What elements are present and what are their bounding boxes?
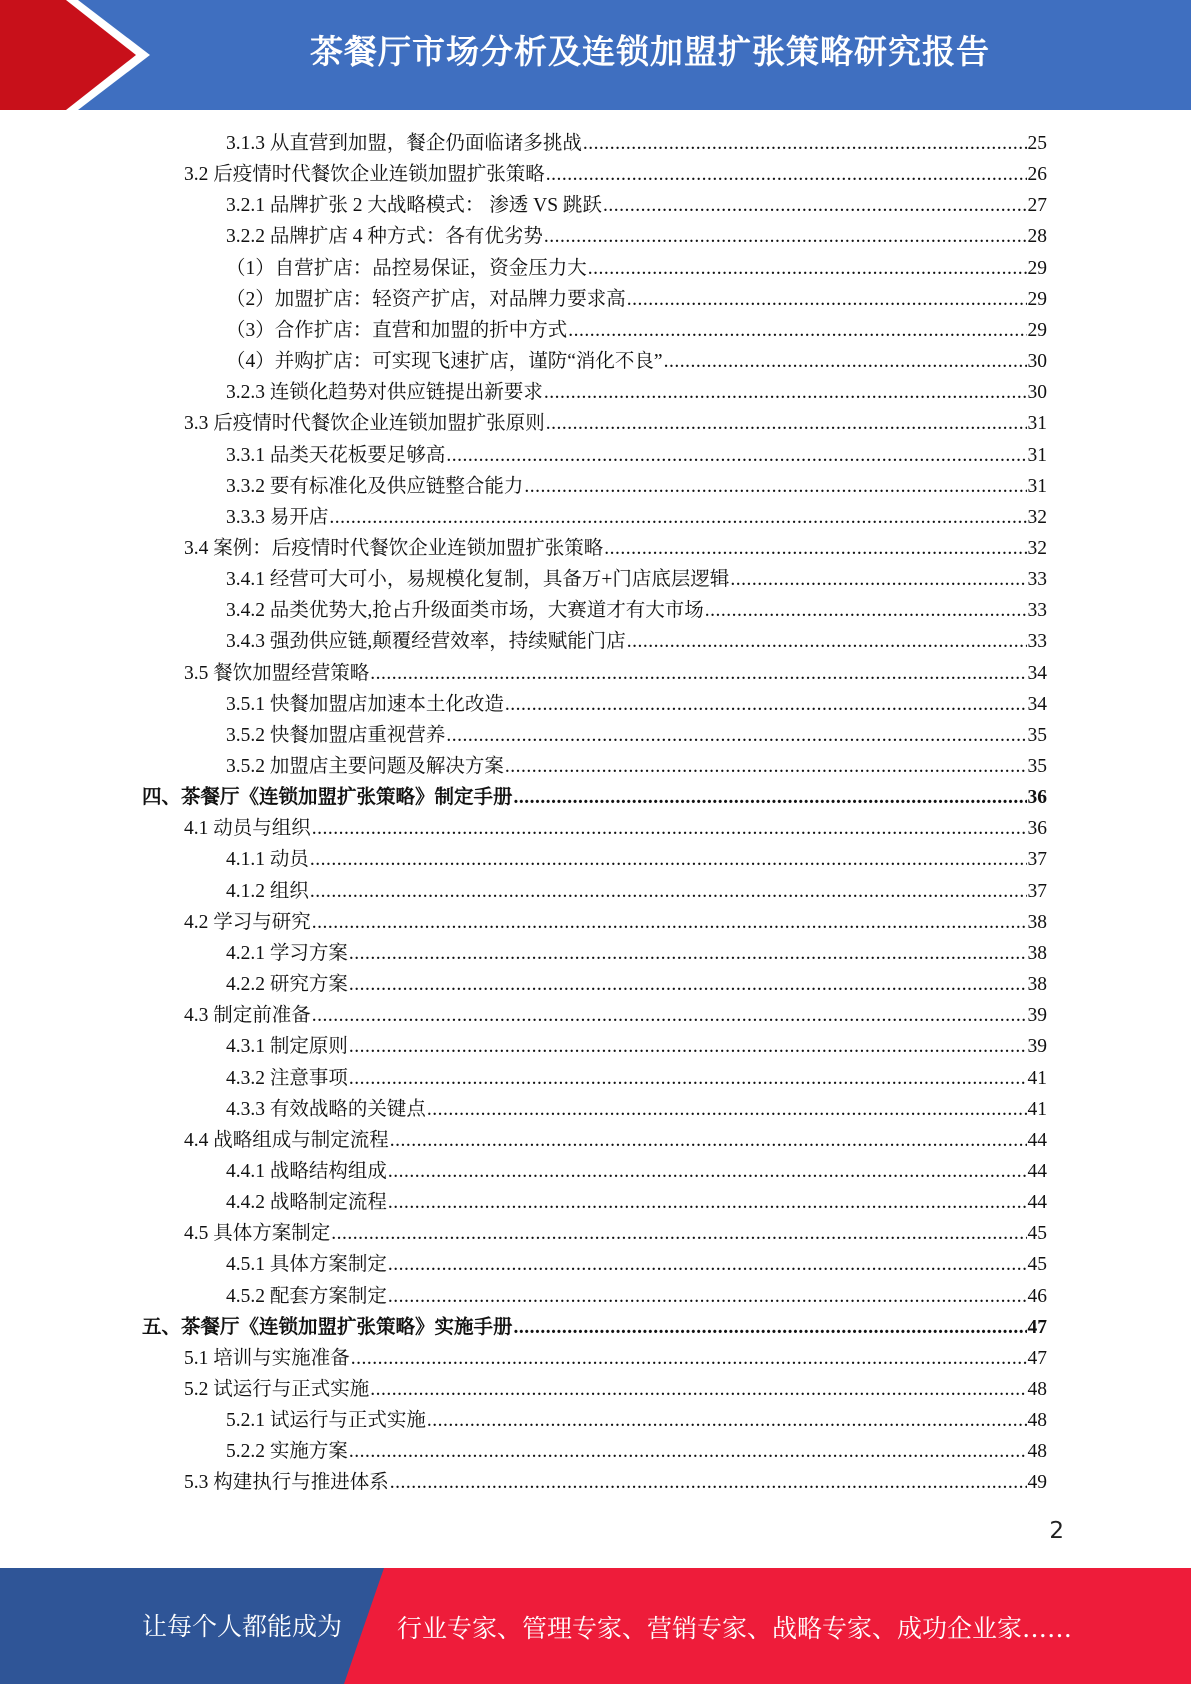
toc-entry-page: 47: [1027, 1316, 1047, 1338]
toc-entry-label: 3.3 后疫情时代餐饮企业连锁加盟扩张原则: [184, 413, 545, 435]
toc-entry-label: 4.3.3 有效战略的关键点: [226, 1098, 426, 1120]
toc-entry-page: 41: [1027, 1098, 1047, 1120]
toc-entry-page: 26: [1027, 164, 1047, 186]
toc-leader-dots: [627, 626, 1027, 657]
toc-entry-page: 41: [1027, 1067, 1047, 1089]
toc-entry-page: 33: [1027, 631, 1047, 653]
toc-entry-page: 44: [1027, 1129, 1047, 1151]
toc-entry[interactable]: [226, 1156, 1047, 1187]
toc-leader-dots: [705, 595, 1027, 626]
toc-entry-label: 4.2.2 研究方案: [226, 974, 348, 996]
toc-entry[interactable]: [226, 595, 1047, 626]
toc-entry[interactable]: [226, 440, 1047, 471]
toc-entry-page: 30: [1027, 382, 1047, 404]
toc-entry-label: 4.4.2 战略制定流程: [226, 1192, 387, 1214]
toc-leader-dots: [351, 1343, 1027, 1374]
toc-entry-label: 5.2.2 实施方案: [226, 1441, 348, 1463]
toc-entry[interactable]: [184, 1374, 1047, 1405]
toc-entry-page: 36: [1027, 787, 1047, 809]
toc-leader-dots: [312, 907, 1027, 938]
toc-entry-page: 38: [1027, 974, 1047, 996]
toc-entry[interactable]: [226, 1281, 1047, 1312]
toc-entry-label: 3.5.1 快餐加盟店加速本土化改造: [226, 693, 504, 715]
toc-entry-page: 29: [1027, 288, 1047, 310]
footer-slogan-right: 行业专家、管理专家、营销专家、战略专家、成功企业家……: [397, 1614, 1073, 1643]
toc-entry[interactable]: [226, 969, 1047, 1000]
toc-entry-page: 48: [1027, 1441, 1047, 1463]
toc-entry[interactable]: [226, 1436, 1047, 1467]
page-number: 2: [1049, 1518, 1064, 1544]
toc-entry-label: 4.5.2 配套方案制定: [226, 1285, 387, 1307]
toc-entry[interactable]: [226, 844, 1047, 875]
toc-leader-dots: [331, 1218, 1026, 1249]
toc-entry[interactable]: [226, 689, 1047, 720]
toc-entry[interactable]: [226, 315, 1047, 346]
toc-entry-label: 4.4 战略组成与制定流程: [184, 1129, 389, 1151]
toc-entry[interactable]: [226, 377, 1047, 408]
toc-entry-page: 44: [1027, 1160, 1047, 1182]
toc-entry-page: 38: [1027, 942, 1047, 964]
toc-leader-dots: [312, 813, 1027, 844]
toc-entry[interactable]: [226, 346, 1047, 377]
toc-leader-dots: [427, 1405, 1027, 1436]
toc-entry-label: （3）合作扩店：直营和加盟的折中方式: [226, 319, 568, 341]
toc-entry-label: 4.2.1 学习方案: [226, 942, 348, 964]
toc-leader-dots: [446, 440, 1026, 471]
toc-entry[interactable]: [226, 1063, 1047, 1094]
toc-entry-label: 5.2.1 试运行与正式实施: [226, 1410, 426, 1432]
toc-entry-label: 3.4 案例：后疫情时代餐饮企业连锁加盟扩张策略: [184, 537, 604, 559]
page-footer: [0, 1568, 1191, 1684]
toc-entry-label: 3.4.2 品类优势大,抢占升级面类市场，大赛道才有大市场: [226, 600, 704, 622]
toc-leader-dots: [627, 284, 1027, 315]
toc-entry-page: 46: [1027, 1285, 1047, 1307]
toc-entry[interactable]: [226, 1094, 1047, 1125]
toc-entry-label: 3.3.1 品类天花板要足够高: [226, 444, 446, 466]
toc-entry-page: 29: [1027, 257, 1047, 279]
toc-entry-page: 30: [1027, 351, 1047, 373]
toc-entry-page: 39: [1027, 1036, 1047, 1058]
toc-entry-label: 4.1.1 动员: [226, 849, 309, 871]
toc-leader-dots: [349, 1436, 1027, 1467]
toc-entry[interactable]: [184, 1218, 1047, 1249]
toc-entry-page: 31: [1027, 413, 1047, 435]
toc-leader-dots: [588, 253, 1027, 284]
toc-entry-page: 27: [1027, 195, 1047, 217]
toc-entry-label: 3.2 后疫情时代餐饮企业连锁加盟扩张策略: [184, 164, 545, 186]
toc-entry[interactable]: [226, 1187, 1047, 1218]
toc-leader-dots: [604, 533, 1026, 564]
toc-leader-dots: [546, 159, 1027, 190]
toc-leader-dots: [544, 377, 1027, 408]
toc-entry-page: 35: [1027, 756, 1047, 777]
toc-entry-label: 3.5 餐饮加盟经营策略: [184, 662, 370, 684]
toc-leader-dots: [524, 471, 1026, 502]
toc-entry-page: 31: [1027, 475, 1047, 497]
toc-entry-label: 五、茶餐厅《连锁加盟扩张策略》实施手册: [142, 1316, 513, 1338]
toc-entry[interactable]: [226, 938, 1047, 969]
toc-leader-dots: [544, 221, 1027, 252]
header-arrow-decoration: [0, 0, 160, 110]
toc-entry[interactable]: [226, 720, 1047, 751]
toc-entry-label: 3.5.2 加盟店主要问题及解决方案: [226, 756, 504, 777]
toc-entry-label: （2）加盟扩店：轻资产扩店，对品牌力要求高: [226, 288, 626, 310]
toc-entry-label: 4.1 动员与组织: [184, 818, 311, 840]
toc-entry[interactable]: [184, 1125, 1047, 1156]
toc-entry-label: 四、茶餐厅《连锁加盟扩张策略》制定手册: [142, 787, 513, 809]
toc-entry-label: 4.3.2 注意事项: [226, 1067, 348, 1089]
toc-leader-dots: [505, 751, 1027, 782]
toc-entry-label: 4.3.1 制定原则: [226, 1036, 348, 1058]
toc-entry[interactable]: [184, 533, 1047, 564]
toc-leader-dots: [664, 346, 1027, 377]
toc-entry-page: 34: [1027, 693, 1047, 715]
toc-entry[interactable]: [184, 408, 1047, 439]
toc-leader-dots: [505, 689, 1027, 720]
toc-entry-label: 3.2.1 品牌扩张 2 大战略模式： 渗透 VS 跳跃: [226, 195, 602, 217]
toc-entry-page: 37: [1027, 849, 1047, 871]
toc-leader-dots: [310, 876, 1027, 907]
toc-entry-page: 37: [1027, 880, 1047, 902]
toc-entry-label: （1）自营扩店：品控易保证，资金压力大: [226, 257, 587, 279]
toc-entry-page: 28: [1027, 226, 1047, 248]
toc-entry-label: 5.1 培训与实施准备: [184, 1347, 350, 1369]
toc-entry-page: 45: [1027, 1254, 1047, 1276]
toc-entry-page: 29: [1027, 319, 1047, 341]
toc-entry-page: 32: [1027, 537, 1047, 559]
toc-entry-label: 4.4.1 战略结构组成: [226, 1160, 387, 1182]
toc-entry-label: 5.3 构建执行与推进体系: [184, 1472, 389, 1494]
toc-entry[interactable]: [184, 159, 1047, 190]
toc-leader-dots: [388, 1281, 1027, 1312]
toc-entry-label: （4）并购扩店：可实现飞速扩店，谨防“消化不良”: [226, 351, 663, 373]
toc-entry-page: 39: [1027, 1005, 1047, 1027]
toc-entry-page: 31: [1027, 444, 1047, 466]
toc-entry[interactable]: [184, 658, 1047, 689]
toc-leader-dots: [349, 938, 1027, 969]
toc-leader-dots: [390, 1467, 1027, 1498]
footer-slogan-left: 让每个人都能成为: [142, 1612, 343, 1641]
toc-entry[interactable]: [142, 782, 1047, 813]
toc-leader-dots: [388, 1249, 1027, 1280]
toc-entry[interactable]: [226, 502, 1047, 533]
toc-entry-page: 48: [1027, 1410, 1047, 1432]
toc-entry-label: 4.3 制定前准备: [184, 1005, 311, 1027]
toc-entry[interactable]: [226, 1031, 1047, 1062]
toc-leader-dots: [603, 190, 1027, 221]
toc-leader-dots: [546, 408, 1027, 439]
toc-entry-label: 3.4.3 强劲供应链,颠覆经营效率，持续赋能门店: [226, 631, 626, 653]
toc-entry-page: 49: [1027, 1472, 1047, 1494]
toc-leader-dots: [349, 969, 1027, 1000]
toc-entry-label: 4.5 具体方案制定: [184, 1223, 331, 1245]
toc-entry[interactable]: [184, 813, 1047, 844]
toc-leader-dots: [312, 1000, 1027, 1031]
toc-entry[interactable]: [226, 253, 1047, 284]
toc-entry-label: 3.1.3 从直营到加盟，餐企仍面临诸多挑战: [226, 133, 582, 154]
toc-entry[interactable]: [226, 190, 1047, 221]
toc-leader-dots: [370, 658, 1026, 689]
toc-entry[interactable]: [226, 1405, 1047, 1436]
toc-entry-label: 3.3.2 要有标准化及供应链整合能力: [226, 475, 524, 497]
toc-entry-page: 34: [1027, 662, 1047, 684]
toc-entry[interactable]: [226, 284, 1047, 315]
report-title: 茶餐厅市场分析及连锁加盟扩张策略研究报告: [310, 32, 990, 71]
toc-entry[interactable]: [226, 1249, 1047, 1280]
toc-entry-page: 25: [1027, 133, 1047, 154]
toc-entry-page: 45: [1027, 1223, 1047, 1245]
toc-entry[interactable]: [226, 471, 1047, 502]
toc-entry-label: 4.2 学习与研究: [184, 911, 311, 933]
toc-leader-dots: [388, 1187, 1027, 1218]
toc-entry-label: 4.5.1 具体方案制定: [226, 1254, 387, 1276]
toc-entry-label: 3.3.3 易开店: [226, 506, 329, 528]
toc-entry-page: 48: [1027, 1379, 1047, 1400]
toc-entry[interactable]: [226, 128, 1047, 159]
toc-entry[interactable]: [226, 876, 1047, 907]
toc-entry-label: 4.1.2 组织: [226, 880, 309, 902]
toc-entry[interactable]: [184, 1467, 1047, 1498]
toc-leader-dots: [388, 1156, 1027, 1187]
toc-entry[interactable]: [226, 221, 1047, 252]
toc-leader-dots: [349, 1031, 1027, 1062]
toc-entry[interactable]: [226, 626, 1047, 657]
toc-leader-dots: [446, 720, 1026, 751]
toc-entry-page: 33: [1027, 600, 1047, 622]
toc-entry[interactable]: [184, 1000, 1047, 1031]
toc-entry-label: 3.2.2 品牌扩店 4 种方式：各有优劣势: [226, 226, 543, 248]
toc-leader-dots: [583, 128, 1027, 159]
toc-entry-label: 5.2 试运行与正式实施: [184, 1379, 370, 1400]
toc-entry-label: 3.2.3 连锁化趋势对供应链提出新要求: [226, 382, 543, 404]
toc-entry-page: 38: [1027, 911, 1047, 933]
toc-entry-page: 32: [1027, 506, 1047, 528]
toc-entry-page: 47: [1027, 1347, 1047, 1369]
toc-leader-dots: [370, 1374, 1026, 1405]
toc-leader-dots: [730, 564, 1026, 595]
toc-entry[interactable]: [226, 751, 1047, 782]
toc-leader-dots: [568, 315, 1026, 346]
toc-entry[interactable]: [184, 1343, 1047, 1374]
toc-leader-dots: [427, 1094, 1027, 1125]
toc-entry[interactable]: [226, 564, 1047, 595]
toc-entry-page: 36: [1027, 818, 1047, 840]
toc-leader-dots: [310, 844, 1027, 875]
toc-entry-label: 3.4.1 经营可大可小，易规模化复制，具备万+门店底层逻辑: [226, 569, 730, 591]
toc-leader-dots: [514, 782, 1027, 813]
toc-entry[interactable]: [142, 1312, 1047, 1343]
toc-leader-dots: [329, 502, 1026, 533]
toc-entry-label: 3.5.2 快餐加盟店重视营养: [226, 724, 446, 746]
page-header: [0, 0, 1191, 110]
toc-leader-dots: [349, 1063, 1027, 1094]
toc-entry[interactable]: [184, 907, 1047, 938]
toc-entry-page: 33: [1027, 569, 1047, 591]
toc-entry-page: 44: [1027, 1192, 1047, 1214]
toc-leader-dots: [390, 1125, 1027, 1156]
toc-leader-dots: [514, 1312, 1027, 1343]
toc-entry-page: 35: [1027, 724, 1047, 746]
